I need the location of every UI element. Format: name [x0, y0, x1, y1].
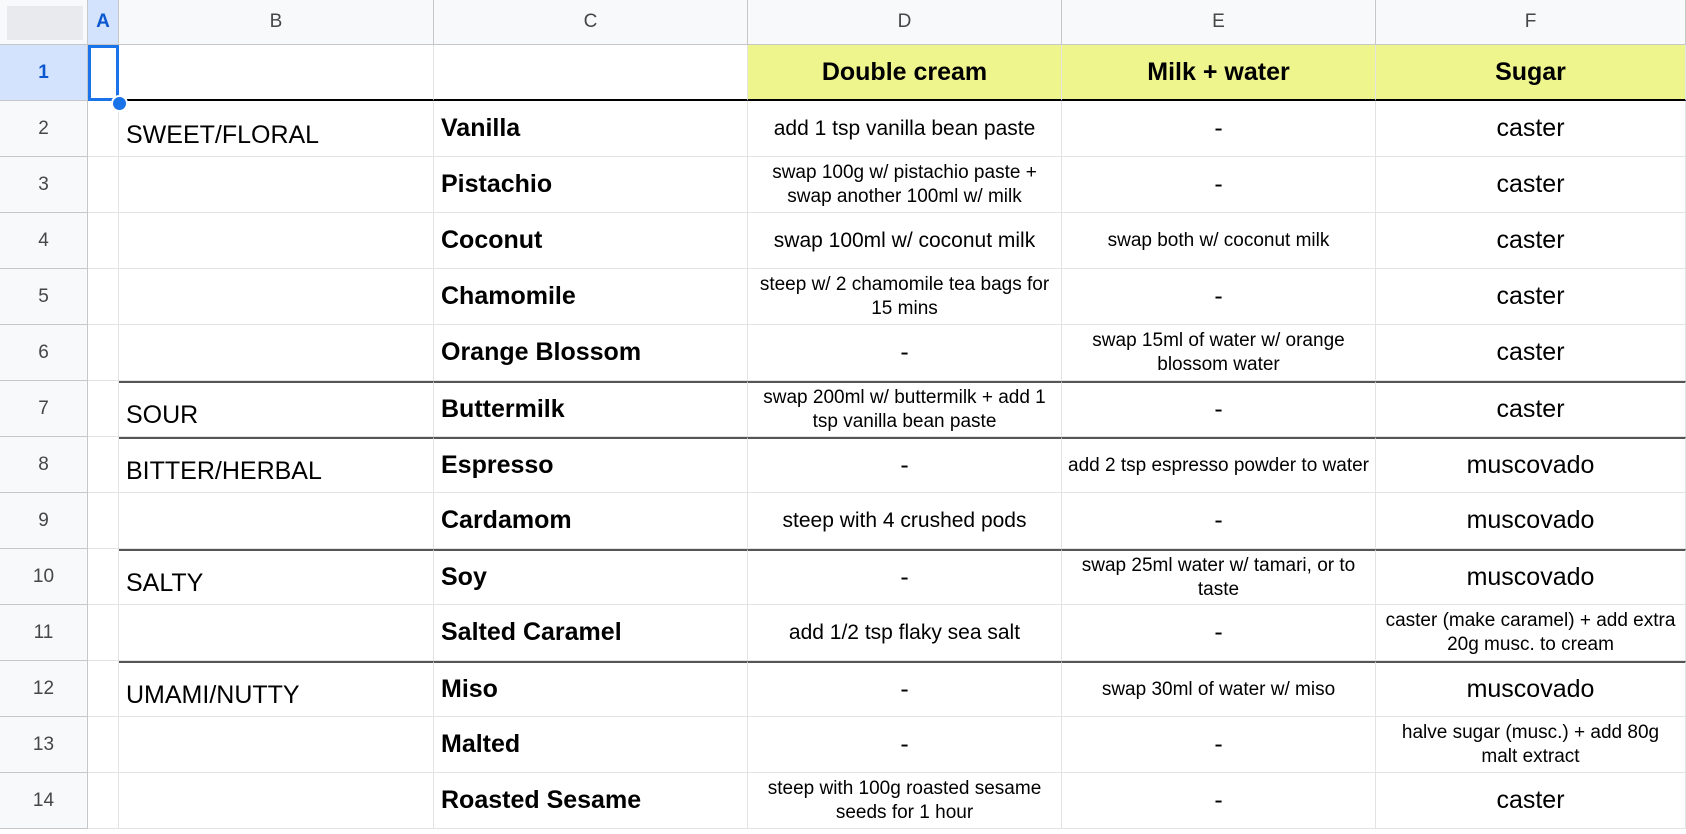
cell-d1-double-cream-header[interactable]: Double cream	[748, 45, 1062, 101]
double-cream-cell[interactable]: add 1 tsp vanilla bean paste	[748, 101, 1062, 157]
double-cream-cell[interactable]: steep with 100g roasted sesame seeds for 1 hour	[748, 773, 1062, 829]
sugar-cell[interactable]: muscovado	[1376, 661, 1686, 717]
milk-water-cell[interactable]: -	[1062, 269, 1376, 325]
cell-a[interactable]	[88, 381, 119, 437]
selection-fill-handle[interactable]	[111, 95, 128, 112]
cell-a[interactable]	[88, 549, 119, 605]
cell-e1-milk-water-header[interactable]: Milk + water	[1062, 45, 1376, 101]
category-cell[interactable]	[119, 269, 434, 325]
sugar-cell[interactable]: caster	[1376, 157, 1686, 213]
sugar-cell[interactable]: caster (make caramel) + add extra 20g musc. to cream	[1376, 605, 1686, 661]
double-cream-cell[interactable]: -	[748, 661, 1062, 717]
double-cream-cell[interactable]: swap 200ml w/ buttermilk + add 1 tsp vanilla bean paste	[748, 381, 1062, 437]
category-cell[interactable]: SWEET/FLORAL	[119, 101, 434, 157]
flavor-cell[interactable]: Pistachio	[434, 157, 748, 213]
row-header[interactable]: 7	[0, 381, 88, 437]
row-header[interactable]: 14	[0, 773, 88, 829]
sugar-cell[interactable]: halve sugar (musc.) + add 80g malt extract	[1376, 717, 1686, 773]
flavor-cell[interactable]: Roasted Sesame	[434, 773, 748, 829]
flavor-cell[interactable]: Buttermilk	[434, 381, 748, 437]
sugar-cell[interactable]: caster	[1376, 773, 1686, 829]
row-header[interactable]: 12	[0, 661, 88, 717]
row-header[interactable]: 6	[0, 325, 88, 381]
category-cell[interactable]: SOUR	[119, 381, 434, 437]
double-cream-cell[interactable]: -	[748, 325, 1062, 381]
milk-water-cell[interactable]: swap 15ml of water w/ orange blossom water	[1062, 325, 1376, 381]
flavor-cell[interactable]: Coconut	[434, 213, 748, 269]
column-header-d[interactable]: D	[748, 0, 1062, 45]
category-cell[interactable]	[119, 773, 434, 829]
double-cream-cell[interactable]: steep w/ 2 chamomile tea bags for 15 mins	[748, 269, 1062, 325]
category-cell[interactable]	[119, 325, 434, 381]
flavor-cell[interactable]: Cardamom	[434, 493, 748, 549]
cell-a[interactable]	[88, 493, 119, 549]
milk-water-cell[interactable]: add 2 tsp espresso powder to water	[1062, 437, 1376, 493]
sugar-cell[interactable]: muscovado	[1376, 493, 1686, 549]
row-header[interactable]: 8	[0, 437, 88, 493]
column-header-f[interactable]: F	[1376, 0, 1686, 45]
flavor-cell[interactable]: Espresso	[434, 437, 748, 493]
cell-c1[interactable]	[434, 45, 748, 101]
column-header-a[interactable]: A	[88, 0, 119, 45]
double-cream-cell[interactable]: swap 100g w/ pistachio paste + swap another 100ml w/ milk	[748, 157, 1062, 213]
category-cell[interactable]	[119, 157, 434, 213]
flavor-cell[interactable]: Vanilla	[434, 101, 748, 157]
milk-water-cell[interactable]: swap both w/ coconut milk	[1062, 213, 1376, 269]
milk-water-cell[interactable]: -	[1062, 773, 1376, 829]
category-cell[interactable]	[119, 493, 434, 549]
row-header[interactable]: 4	[0, 213, 88, 269]
milk-water-cell[interactable]: -	[1062, 717, 1376, 773]
sugar-cell[interactable]: caster	[1376, 213, 1686, 269]
row-header[interactable]: 2	[0, 101, 88, 157]
row-header[interactable]: 9	[0, 493, 88, 549]
category-cell[interactable]	[119, 213, 434, 269]
category-cell[interactable]: UMAMI/NUTTY	[119, 661, 434, 717]
cell-f1-sugar-header[interactable]: Sugar	[1376, 45, 1686, 101]
column-header-c[interactable]: C	[434, 0, 748, 45]
category-cell[interactable]	[119, 717, 434, 773]
sugar-cell[interactable]: muscovado	[1376, 549, 1686, 605]
flavor-cell[interactable]: Salted Caramel	[434, 605, 748, 661]
select-all-corner[interactable]	[0, 0, 88, 45]
cell-b1[interactable]	[119, 45, 434, 101]
milk-water-cell[interactable]: -	[1062, 381, 1376, 437]
category-cell[interactable]	[119, 605, 434, 661]
flavor-cell[interactable]: Orange Blossom	[434, 325, 748, 381]
cell-a[interactable]	[88, 437, 119, 493]
cell-a[interactable]	[88, 605, 119, 661]
row-header[interactable]: 13	[0, 717, 88, 773]
milk-water-cell[interactable]: -	[1062, 157, 1376, 213]
cell-a[interactable]	[88, 269, 119, 325]
double-cream-cell[interactable]: -	[748, 549, 1062, 605]
row-header[interactable]: 3	[0, 157, 88, 213]
column-header-e[interactable]: E	[1062, 0, 1376, 45]
flavor-cell[interactable]: Miso	[434, 661, 748, 717]
cell-a[interactable]	[88, 325, 119, 381]
category-cell[interactable]: SALTY	[119, 549, 434, 605]
cell-a[interactable]	[88, 773, 119, 829]
sugar-cell[interactable]: caster	[1376, 381, 1686, 437]
milk-water-cell[interactable]: swap 30ml of water w/ miso	[1062, 661, 1376, 717]
row-header[interactable]: 5	[0, 269, 88, 325]
row-header[interactable]: 11	[0, 605, 88, 661]
sugar-cell[interactable]: muscovado	[1376, 437, 1686, 493]
double-cream-cell[interactable]: add 1/2 tsp flaky sea salt	[748, 605, 1062, 661]
cell-a[interactable]	[88, 157, 119, 213]
column-header-b[interactable]: B	[119, 0, 434, 45]
milk-water-cell[interactable]: -	[1062, 493, 1376, 549]
double-cream-cell[interactable]: steep with 4 crushed pods	[748, 493, 1062, 549]
double-cream-cell[interactable]: swap 100ml w/ coconut milk	[748, 213, 1062, 269]
sugar-cell[interactable]: caster	[1376, 269, 1686, 325]
row-header[interactable]: 10	[0, 549, 88, 605]
category-cell[interactable]: BITTER/HERBAL	[119, 437, 434, 493]
milk-water-cell[interactable]: swap 25ml water w/ tamari, or to taste	[1062, 549, 1376, 605]
double-cream-cell[interactable]: -	[748, 717, 1062, 773]
cell-a[interactable]	[88, 717, 119, 773]
flavor-cell[interactable]: Chamomile	[434, 269, 748, 325]
flavor-cell[interactable]: Soy	[434, 549, 748, 605]
row-header-1[interactable]: 1	[0, 45, 88, 101]
cell-a[interactable]	[88, 213, 119, 269]
sugar-cell[interactable]: caster	[1376, 325, 1686, 381]
double-cream-cell[interactable]: -	[748, 437, 1062, 493]
milk-water-cell[interactable]: -	[1062, 605, 1376, 661]
flavor-cell[interactable]: Malted	[434, 717, 748, 773]
sugar-cell[interactable]: caster	[1376, 101, 1686, 157]
milk-water-cell[interactable]: -	[1062, 101, 1376, 157]
cell-a[interactable]	[88, 661, 119, 717]
cell-a1-selected[interactable]	[88, 45, 119, 101]
